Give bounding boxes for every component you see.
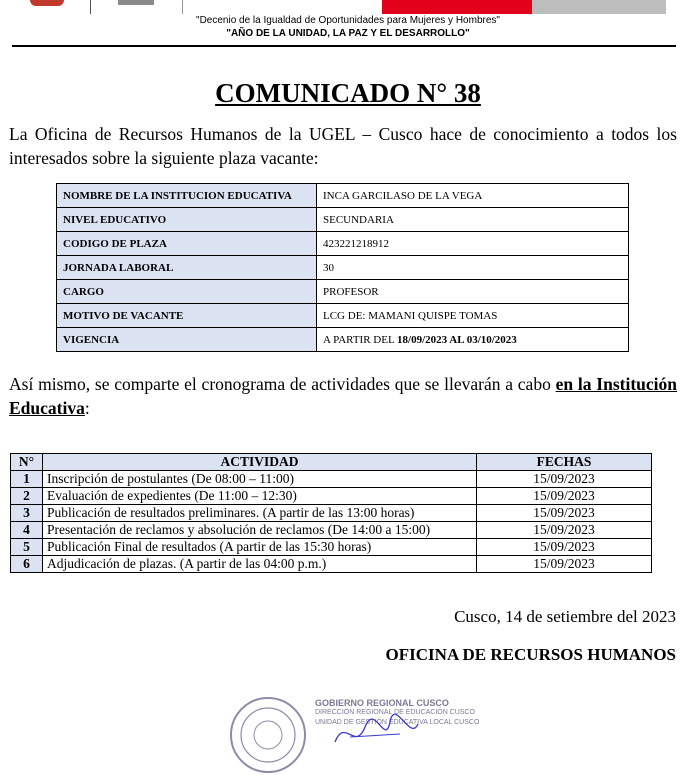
row-number: 2 (11, 488, 43, 505)
table-row (11, 556, 652, 573)
cronograma-intro (9, 372, 677, 420)
official-seal-icon (228, 695, 308, 775)
row-activity: Inscripción de postulantes (De 08:00 – 11:00) (43, 471, 477, 488)
row-number: 1 (11, 471, 43, 488)
ugel-logo-icon (118, 0, 154, 5)
cronograma-intro-text: Así mismo, se comparte el cronograma de actividades que se llevarán a cabo (9, 374, 556, 394)
field-label: JORNADA LABORAL (57, 256, 317, 280)
page-title: COMUNICADO N° 38 (215, 78, 481, 108)
intro-paragraph: La Oficina de Recursos Humanos de la UGEL – Cusco hace de conocimiento a todos los interesados sobre la siguiente plaza vacante: (9, 124, 677, 168)
letterhead-divider (90, 0, 91, 14)
table-row (57, 280, 629, 304)
field-label: CODIGO DE PLAZA (57, 232, 317, 256)
row-activity: Evaluación de expedientes (De 11:00 – 12:30) (43, 488, 477, 505)
field-label: NOMBRE DE LA INSTITUCION EDUCATIVA (57, 184, 317, 208)
row-date: 15/09/2023 (477, 539, 652, 556)
vacancy-table (56, 183, 629, 352)
field-label: CARGO (57, 280, 317, 304)
table-row (57, 184, 629, 208)
row-number: 6 (11, 556, 43, 573)
field-value: LCG DE: MAMANI QUISPE TOMAS (317, 304, 629, 328)
row-date: 15/09/2023 (477, 488, 652, 505)
row-activity: Publicación de resultados preliminares. (A partir de las 13:00 horas) (43, 505, 477, 522)
signing-office: OFICINA DE RECURSOS HUMANOS (385, 645, 676, 664)
row-activity: Publicación Final de resultados (A partir de las 15:30 horas) (43, 539, 477, 556)
field-value: SECUNDARIA (317, 208, 629, 232)
year-motto: "AÑO DE LA UNIDAD, LA PAZ Y EL DESARROLLO" (226, 28, 470, 39)
table-row (11, 522, 652, 539)
row-number: 3 (11, 505, 43, 522)
row-date: 15/09/2023 (477, 471, 652, 488)
cronograma-intro-suffix: : (84, 398, 90, 418)
field-label: NIVEL EDUCATIVO (57, 208, 317, 232)
row-date: 15/09/2023 (477, 556, 652, 573)
row-number: 5 (11, 539, 43, 556)
field-label: VIGENCIA (57, 328, 317, 352)
table-row (57, 232, 629, 256)
row-date: 15/09/2023 (477, 505, 652, 522)
table-row (57, 256, 629, 280)
table-row (57, 328, 629, 352)
table-row (57, 208, 629, 232)
vigencia-dates: 18/09/2023 AL 03/10/2023 (397, 333, 517, 346)
col-header-number: N° (11, 454, 43, 471)
place-date: Cusco, 14 de setiembre del 2023 (454, 607, 676, 626)
table-row (11, 488, 652, 505)
stamp-line: DIRECCIÓN REGIONAL DE EDUCACIÓN CUSCO (315, 709, 475, 716)
row-number: 4 (11, 522, 43, 539)
vigencia-prefix: A PARTIR DEL (323, 333, 398, 346)
field-value: 423221218912 (317, 232, 629, 256)
letterhead-red-block (382, 0, 532, 14)
schedule-table (10, 453, 652, 573)
regional-logo-icon (30, 0, 64, 6)
table-row (57, 304, 629, 328)
letterhead-band (0, 0, 696, 14)
cronograma-intro-emphasis: en la Institución Educativa (9, 374, 677, 418)
field-value (317, 328, 629, 352)
table-row (11, 539, 652, 556)
field-value: PROFESOR (317, 280, 629, 304)
stamp-line: UNIDAD DE GESTIÓN EDUCATIVA LOCAL CUSCO (315, 719, 480, 726)
header-rule (12, 45, 676, 47)
row-date: 15/09/2023 (477, 522, 652, 539)
table-row (11, 471, 652, 488)
col-header-activity: ACTIVIDAD (43, 454, 477, 471)
row-activity: Presentación de reclamos y absolución de reclamos (De 14:00 a 15:00) (43, 522, 477, 539)
row-activity: Adjudicación de plazas. (A partir de las 04:00 p.m.) (43, 556, 477, 573)
decenio-caption: "Decenio de la Igualdad de Oportunidades para Mujeres y Hombres" (196, 15, 500, 26)
letterhead-white-block (182, 0, 383, 14)
stamp-line: GOBIERNO REGIONAL CUSCO (315, 698, 449, 708)
table-header-row (11, 454, 652, 471)
field-value: 30 (317, 256, 629, 280)
handwritten-signature (330, 712, 420, 752)
col-header-dates: FECHAS (477, 454, 652, 471)
field-label: MOTIVO DE VACANTE (57, 304, 317, 328)
letterhead-gray-block (532, 0, 666, 14)
field-value: INCA GARCILASO DE LA VEGA (317, 184, 629, 208)
table-row (11, 505, 652, 522)
